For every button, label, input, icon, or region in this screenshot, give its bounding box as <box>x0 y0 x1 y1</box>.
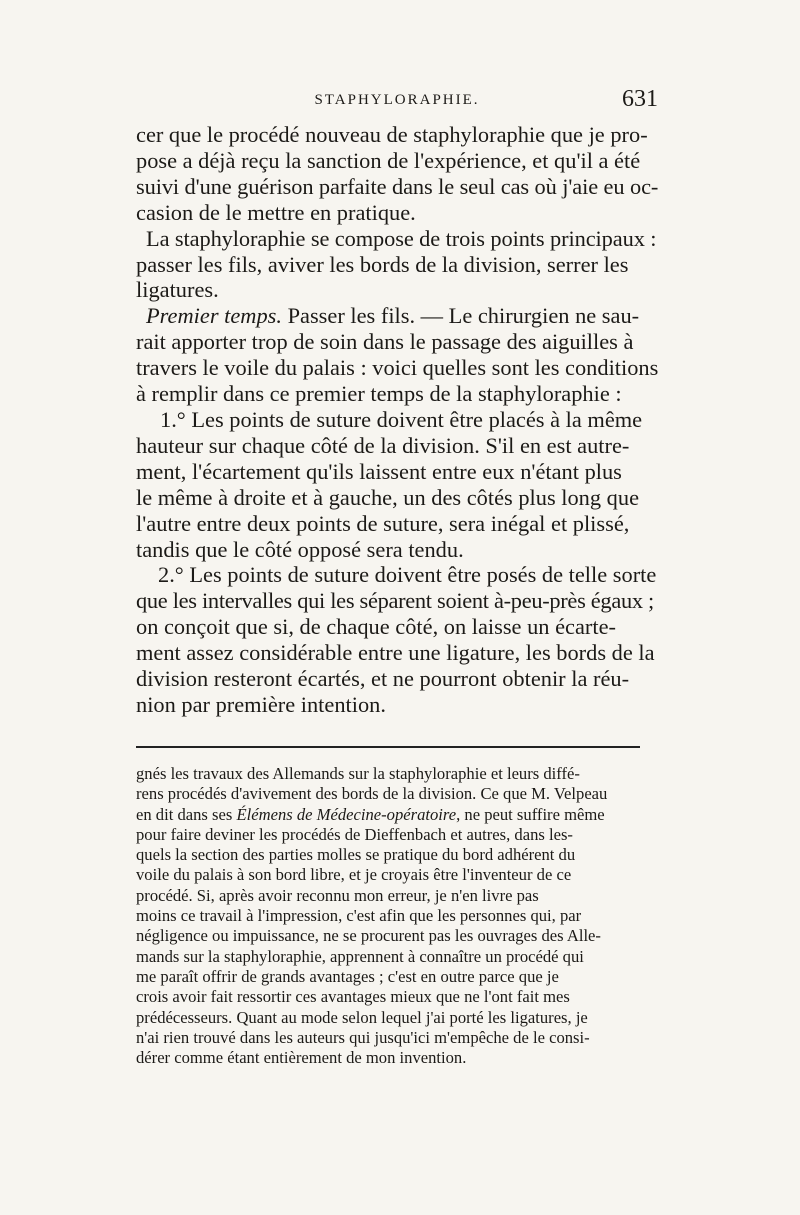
footnote-line: n'ai rien trouvé dans les auteurs qui jusqu'ici m'empêche de le consi- <box>136 1027 590 1047</box>
paragraph-3 <box>136 303 658 407</box>
footnote <box>136 764 658 1068</box>
text-line: passer les fils, aviver les bords de la division, serrer les <box>136 251 629 277</box>
text-line: le même à droite et à gauche, un des côtés plus long que <box>136 484 640 510</box>
text-line: hauteur sur chaque côté de la division. S'il en est autre- <box>136 432 630 458</box>
text-line: 1.° Les points de suture doivent être placés à la même <box>160 406 643 432</box>
text-line: cer que le procédé nouveau de staphyloraphie que je pro- <box>136 122 648 147</box>
footnote-line: crois avoir fait ressortir ces avantages mieux que ne l'ont fait mes <box>136 987 570 1007</box>
text-line: rait apporter trop de soin dans le passage des aiguilles à <box>136 329 634 355</box>
book-title: Élémens de Médecine-opératoire <box>236 804 457 824</box>
footnote-line: prédécesseurs. Quant au mode selon lequel j'ai porté les ligatures, je <box>136 1007 588 1027</box>
text-line: l'autre entre deux points de suture, sera inégal et plissé, <box>136 510 630 536</box>
footnote-line: moins ce travail à l'impression, c'est afin que les personnes qui, par <box>136 906 582 926</box>
paragraph-5 <box>136 562 658 717</box>
footnote-line: négligence ou impuissance, ne se procurent pas les ouvrages des Alle- <box>136 926 601 946</box>
text-line: 2.° Les points de suture doivent être posés de telle sorte <box>158 562 657 588</box>
section-lead: Premier temps. <box>146 303 282 329</box>
text-line: que les intervalles qui les séparent soient à-peu-près égaux ; <box>136 588 654 614</box>
text-line <box>136 303 658 329</box>
text-line: division resteront écartés, et ne pourront obtenir la réu- <box>136 666 630 692</box>
footnote-line: mands sur la staphyloraphie, apprennent à connaître un procédé qui <box>136 946 584 966</box>
paragraph-2 <box>136 226 658 304</box>
main-text <box>136 122 658 718</box>
text-line: tandis que le côté opposé sera tendu. <box>136 536 464 562</box>
text-line: on conçoit que si, de chaque côté, on laisse un écarte- <box>136 614 616 640</box>
text-fragment: Passer les fils. — Le chirurgien ne sau- <box>281 303 640 329</box>
text-line: ment assez considérable entre une ligature, les bords de la <box>136 640 655 666</box>
paragraph-1 <box>136 122 658 226</box>
footnote-line: dérer comme étant entièrement de mon invention. <box>136 1048 467 1068</box>
footnote-line: quels la section des parties molles se pratique du bord adhérent du <box>136 845 576 865</box>
footnote-line: en dit dans ses Élémens de Médecine-opératoire, ne peut suffire même <box>136 804 605 824</box>
footnote-line: rens procédés d'avivement des bords de la division. Ce que M. Velpeau <box>136 784 608 804</box>
text-line: ment, l'écartement qu'ils laissent entre eux n'étant plus <box>136 458 622 484</box>
text-line: nion par première intention. <box>136 691 386 717</box>
running-title: STAPHYLORAPHIE. <box>314 92 480 108</box>
text-line: à remplir dans ce premier temps de la staphyloraphie : <box>136 381 622 407</box>
footnote-line: voile du palais à son bord libre, et je croyais être l'inventeur de ce <box>136 865 572 885</box>
footnote-line: procédé. Si, après avoir reconnu mon erreur, je n'en livre pas <box>136 885 539 905</box>
footnote-line: me paraît offrir de grands avantages ; c'est en outre parce que je <box>136 966 559 986</box>
footnote-line: gnés les travaux des Allemands sur la staphyloraphie et leurs diffé- <box>136 764 580 783</box>
page-number: 631 <box>622 86 658 112</box>
text-line: suivi d'une guérison parfaite dans le seul cas où j'aie eu oc- <box>136 173 659 199</box>
page-header <box>136 86 658 116</box>
text-line: La staphyloraphie se compose de trois points principaux : <box>146 225 657 251</box>
paragraph-4 <box>136 407 658 562</box>
text-line: casion de le mettre en pratique. <box>136 199 416 225</box>
footnote-rule <box>136 746 640 748</box>
footnote-line: pour faire deviner les procédés de Dieffenbach et autres, dans les- <box>136 824 573 844</box>
footnote-text <box>136 764 658 1068</box>
text-line: travers le voile du palais : voici quelles sont les conditions <box>136 355 659 381</box>
text-line: ligatures. <box>136 277 219 303</box>
text-line: pose a déjà reçu la sanction de l'expérience, et qu'il a été <box>136 147 641 173</box>
